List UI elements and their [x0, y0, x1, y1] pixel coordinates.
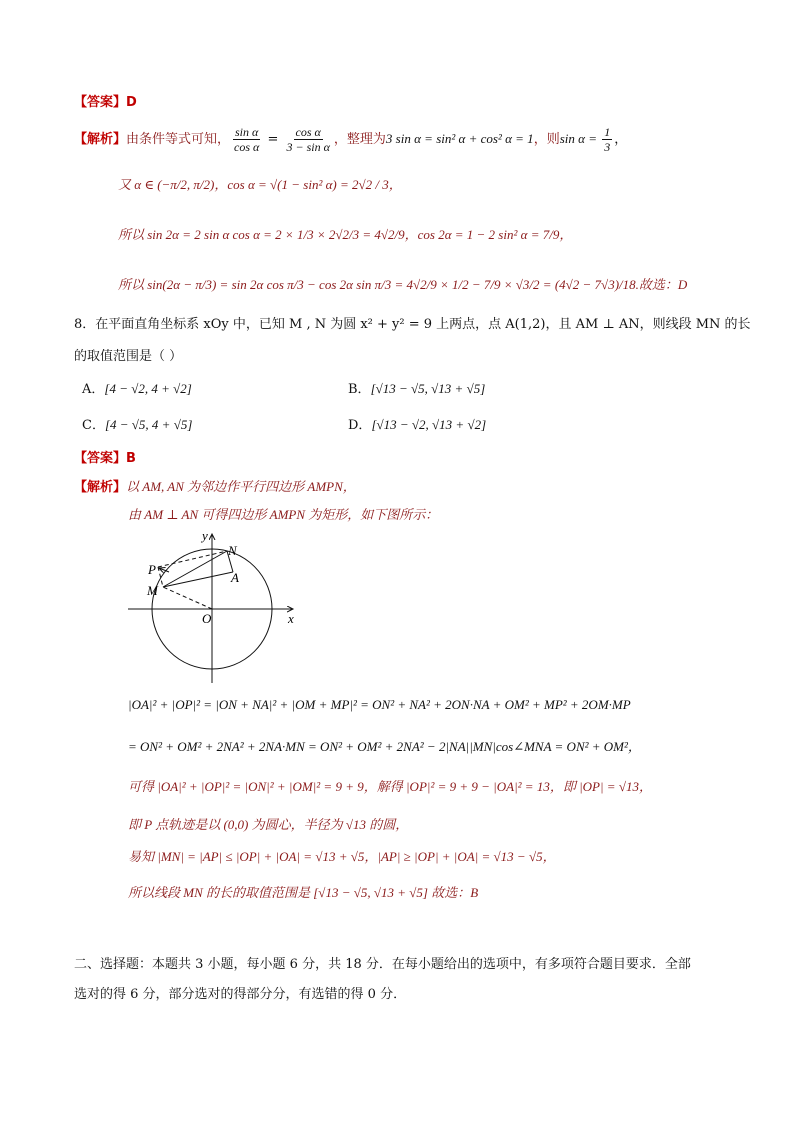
label-O: O [202, 611, 212, 626]
vector-equation-3: 可得 |OA|² + |OP|² = |ON|² + |OM|² = 9 + 9，解得 |OP|² = 9 + 9 − |OA|² = 13，即 |OP| = √13， [128, 779, 652, 794]
analysis-1-line-1 [74, 124, 627, 155]
analysis-text: ，整理为 [333, 132, 386, 147]
label-M: M [147, 583, 158, 598]
option-key: A． [82, 382, 105, 397]
option-text: [4 − √2, 4 + √2] [104, 381, 192, 396]
analysis-1-line-2: 又 α ∈ (−π/2, π/2)，cos α = √(1 − sin² α) = 2√2 / 3， [118, 177, 402, 192]
answer-value: B [126, 451, 136, 466]
analysis-1-line-3: 所以 sin 2α = 2 sin α cos α = 2 × 1/3 × 2√2/3 = 4√2/9，cos 2α = 1 − 2 sin² α = 7/9， [118, 227, 573, 242]
option-text: [√13 − √2, √13 + √2] [371, 417, 487, 432]
answer-label: 【答案】 [74, 451, 127, 466]
segment-PN [158, 551, 227, 567]
option-key: B． [348, 382, 371, 397]
locus-statement: 即 P 点轨迹是以 (0,0) 为圆心，半径为 √13 的圆， [128, 817, 409, 832]
analysis-label: 【解析】 [74, 132, 127, 147]
answer-2-row [74, 450, 136, 468]
option-key: D． [348, 418, 372, 433]
circle-figure [128, 528, 328, 688]
option-text: [√13 − √5, √13 + √5] [370, 381, 486, 396]
question-8-line-2: 的取值范围是（ ） [74, 349, 183, 364]
vector-equation-1: |OA|² + |OP|² = |ON + NA|² + |OM + MP|² = ON² + NA² + 2ON·NA + OM² + MP² + 2OM·MP [128, 697, 631, 712]
answer-label: 【答案】 [74, 95, 127, 110]
choose-answer: .故选：D [635, 277, 688, 292]
fraction: $\frac{\text{cos α}}{\text{3 − sin α}}$ [286, 125, 330, 154]
inequality-statement: 易知 |MN| = |AP| ≤ |OP| + |OA| = √13 + √5，|AP| ≥ |OP| + |OA| = √13 − √5， [128, 849, 556, 864]
section-2-line-1: 二、选择题：本题共 3 小题，每小题 6 分，共 18 分．在每小题给出的选项中，有多项符合题目要求．全部 [74, 957, 691, 972]
label-x: x [288, 611, 294, 626]
segment-MN [163, 551, 227, 587]
analysis-2-line-1 [74, 478, 356, 497]
conclusion [128, 884, 478, 902]
equals: = [263, 132, 283, 147]
option-d [348, 416, 486, 435]
section-2-line-2: 选对的得 6 分，部分选对的得部分分，有选错的得 0 分． [74, 987, 407, 1002]
label-A: A [231, 570, 239, 585]
equation: 所以 sin(2α − π/3) = sin 2α cos π/3 − cos 2α sin π/3 = 4√2/9 × 1/2 − 7/9 × √3/2 = (4√2 − 7√3)/18 [118, 277, 636, 292]
equation: 3 sin α = sin² α + cos² α = 1 [385, 131, 534, 146]
analysis-text: 以 AM, AN 为邻边作平行四边形 AMPN， [126, 479, 356, 494]
segment-PM [158, 567, 163, 587]
label-P: P [148, 562, 156, 577]
conclusion-text: 所以线段 MN 的长的取值范围是 [√13 − √5, √13 + √5] [128, 885, 428, 900]
analysis-label: 【解析】 [74, 480, 127, 495]
option-a [82, 380, 192, 399]
choose-answer: 故选：B [427, 885, 479, 900]
analysis-2-line-2: 由 AM ⊥ AN 可得四边形 AMPN 为矩形，如下图所示： [128, 507, 439, 522]
punctuation: ， [614, 132, 628, 147]
segment-OM [163, 587, 212, 609]
option-text: [4 − √5, 4 + √5] [104, 417, 193, 432]
option-key: C． [82, 418, 105, 433]
option-b [348, 380, 485, 399]
vector-equation-2: = ON² + OM² + 2NA² + 2NA·MN = ON² + OM² + 2NA² − 2|NA||MN|cos∠MNA = ON² + OM²， [128, 739, 641, 754]
question-8-line-1: 8．在平面直角坐标系 xOy 中，已知 M , N 为圆 x² + y² = 9 上两点，点 A(1,2)，且 AM ⊥ AN，则线段 MN 的长 [74, 317, 751, 332]
answer-value: D [126, 95, 137, 110]
equation: sin α = [559, 131, 601, 146]
label-y: y [202, 528, 208, 543]
fraction: $\frac{\text{sin α}}{\text{cos α}}$ [234, 125, 260, 154]
label-N: N [228, 543, 237, 558]
segment-MA [163, 572, 233, 587]
analysis-text: 由条件等式可知， [126, 132, 231, 147]
fraction: $\frac{1}{3}$ [604, 125, 611, 154]
analysis-1-line-4 [118, 276, 687, 294]
analysis-text: ，则 [533, 132, 560, 147]
option-c [82, 416, 192, 435]
answer-1-row [74, 94, 137, 112]
